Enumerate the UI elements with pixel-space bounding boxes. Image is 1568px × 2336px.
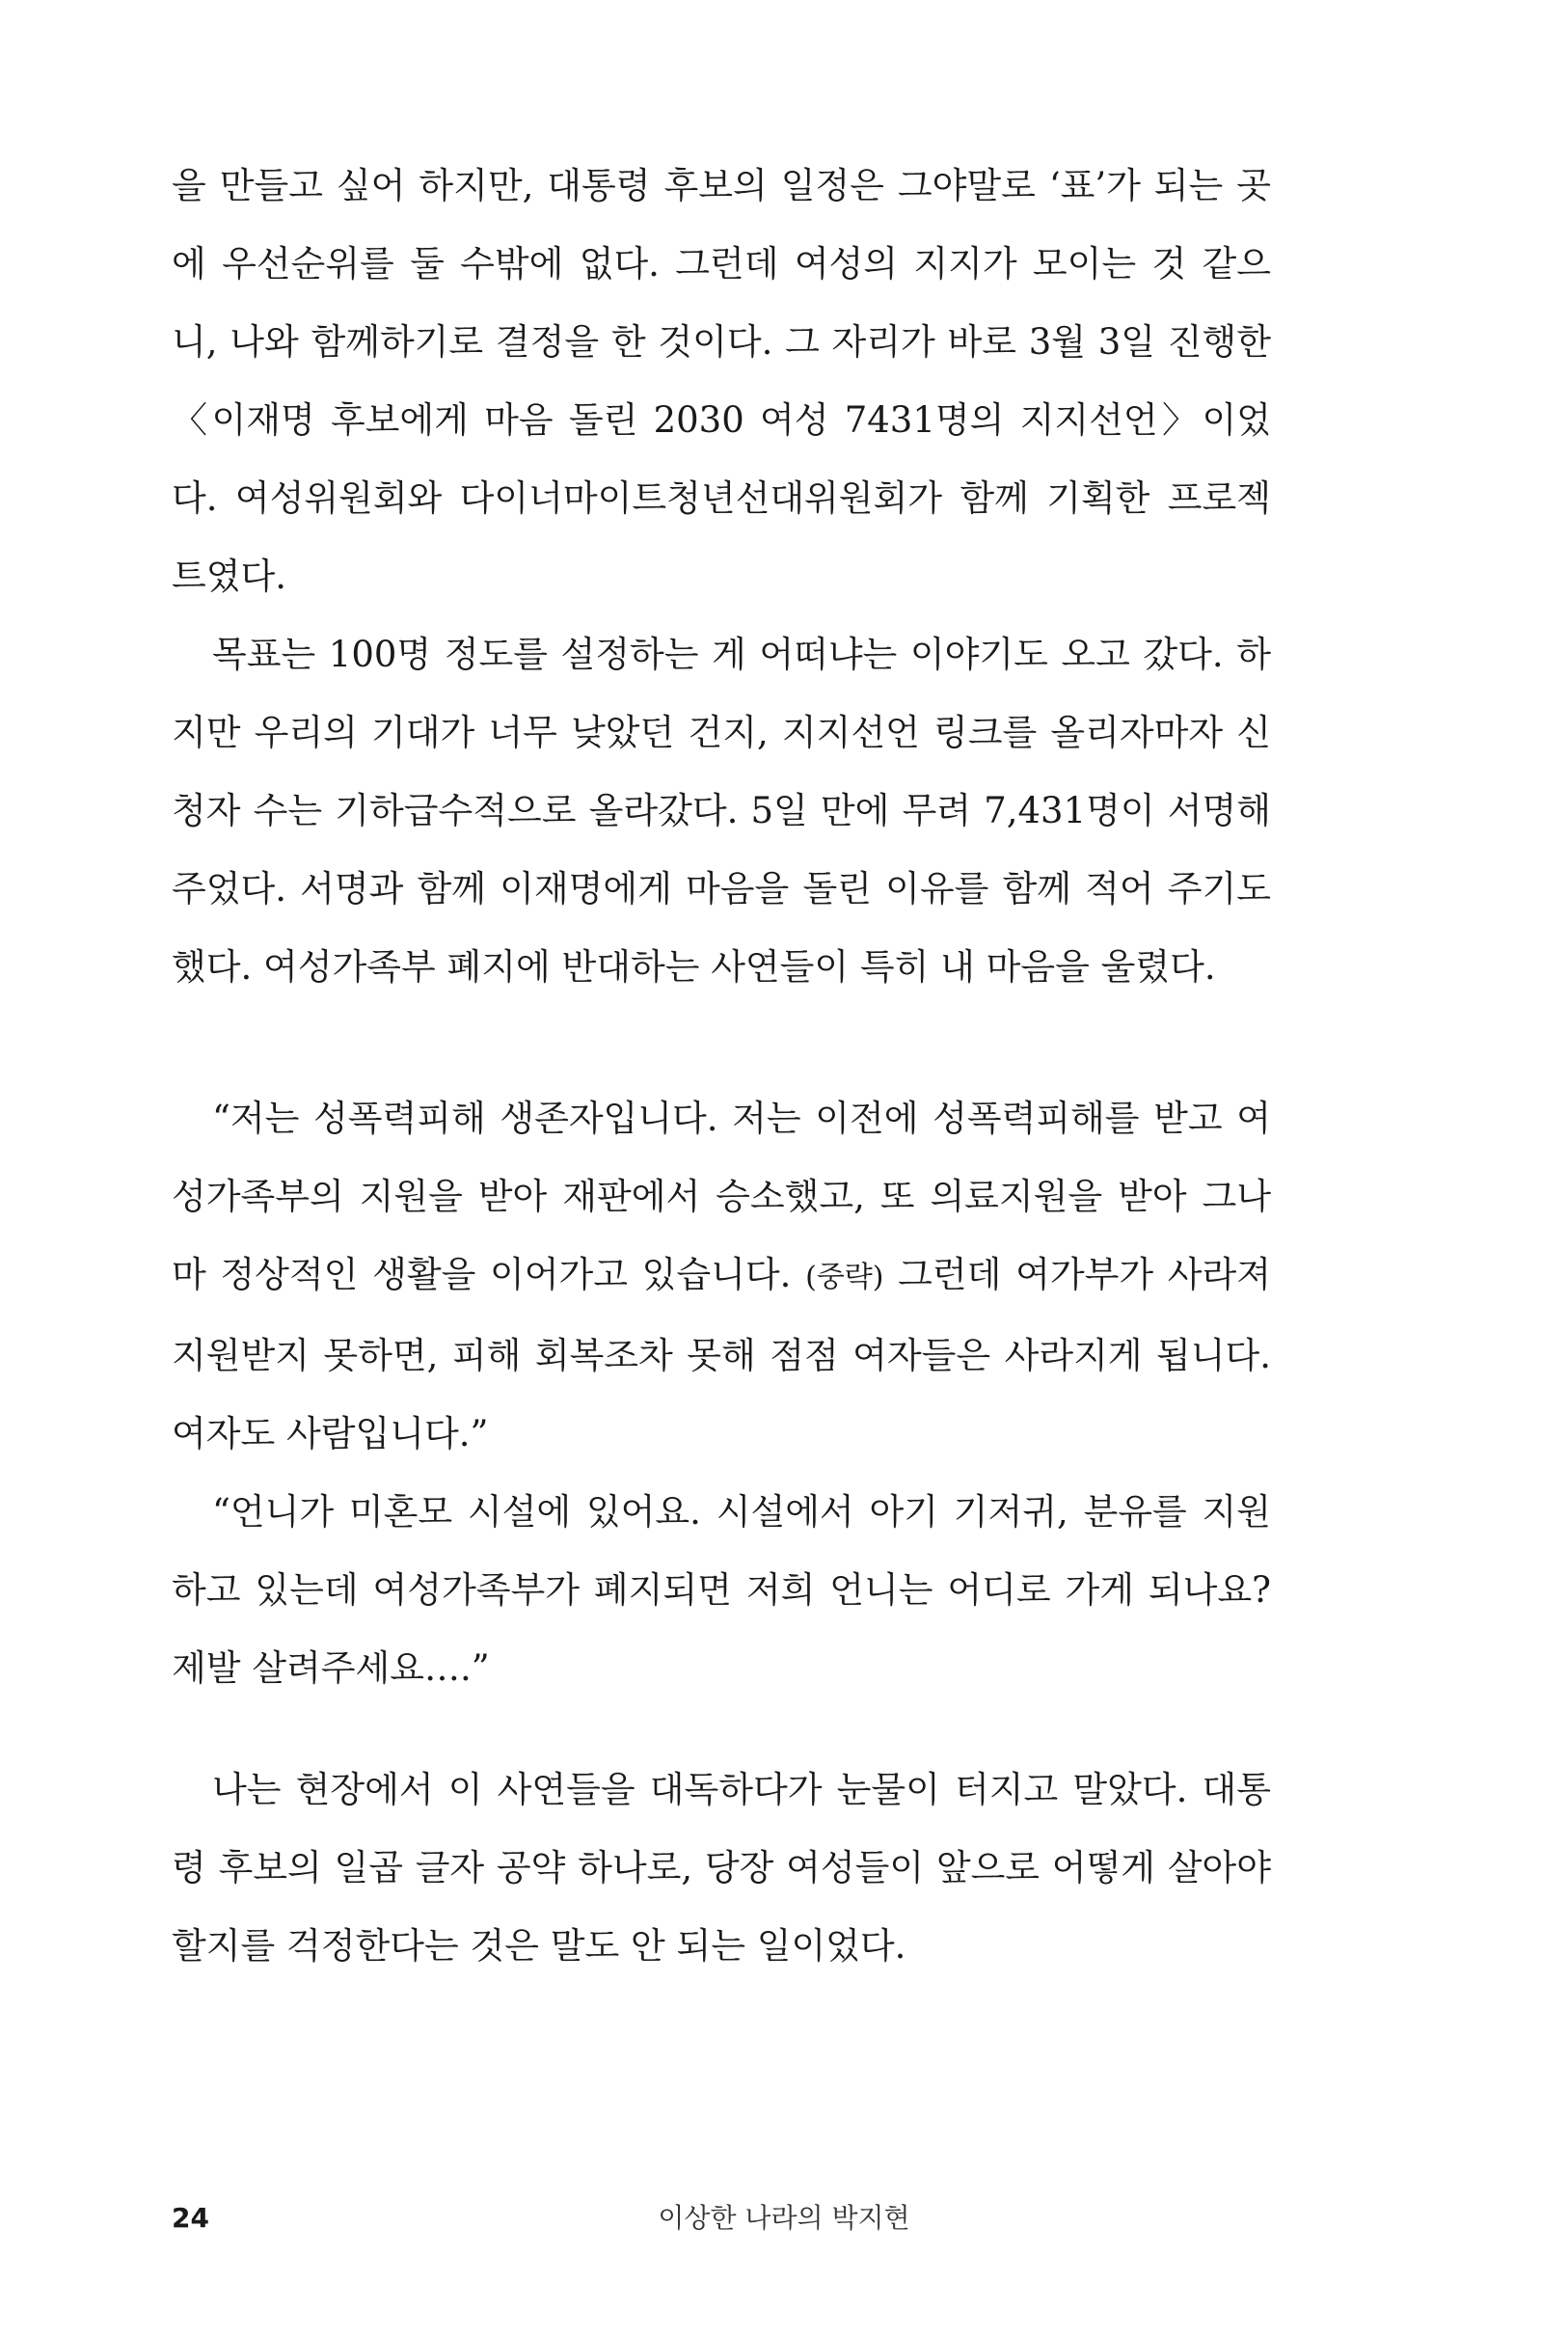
- quotes-section: [172, 1079, 1271, 1707]
- body-section-1: [172, 147, 1271, 1006]
- running-footer-title: 이상한 나라의 박지현: [658, 2202, 910, 2234]
- paragraph: 나는 현장에서 이 사연들을 대독하다가 눈물이 터지고 말았다. 대통령 후보의 일곱 글자 공약 하나로, 당장 여성들이 앞으로 어떻게 살아야 할지를 걱정한다는 것은 말도 안 되는 일이었다.: [172, 1769, 1271, 1967]
- page-number: 24: [172, 2202, 209, 2234]
- paragraph: 목표는 100명 정도를 설정하는 게 어떠냐는 이야기도 오고 갔다. 하지만 우리의 기대가 너무 낮았던 건지, 지지선언 링크를 올리자마자 신청자 수는 기하급수적으로 올라갔다. 5일 만에 무려 7,431명이 서명해 주었다. 서명과 함께 이재명에게 마음을 돌린 이유를 함께 적어 주기도 했다. 여성가족부 폐지에 반대하는 사연들이 특히 내 마음을 울렸다.: [172, 634, 1271, 988]
- quote-text: “저는 성폭력피해 생존자입니다. 저는 이전에 성폭력피해를 받고 여성가족부의 지원을 받아 재판에서 승소했고, 또 의료지원을 받아 그나마 정상적인 생활을 이어가고 있습니다.: [172, 1098, 1271, 1295]
- quote-paragraph: “언니가 미혼모 시설에 있어요. 시설에서 아기 기저귀, 분유를 지원하고 있는데 여성가족부가 폐지되면 저희 언니는 어디로 가게 되나요? 제발 살려주세요….”: [172, 1491, 1271, 1689]
- paragraph: 을 만들고 싶어 하지만, 대통령 후보의 일정은 그야말로 ‘표’가 되는 곳에 우선순위를 둘 수밖에 없다. 그런데 여성의 지지가 모이는 것 같으니, 나와 함께하기로 결정을 한 것이다. 그 자리가 바로 3월 3일 진행한 〈이재명 후보에게 마음 돌린 2030 여성 7431명의 지지선언〉이었다. 여성위원회와 다이너마이트청년선대위원회가 함께 기획한 프로젝트였다.: [172, 165, 1271, 597]
- quote-text: 그런데 여가부가 사라져 지원받지 못하면, 피해 회복조차 못해 점점 여자들은 사라지게 됩니다. 여자도 사람입니다.”: [172, 1254, 1271, 1454]
- quote-paragraph: [172, 1079, 1271, 1473]
- body-section-2: [172, 1751, 1271, 1985]
- omission-note: (중략): [805, 1261, 884, 1294]
